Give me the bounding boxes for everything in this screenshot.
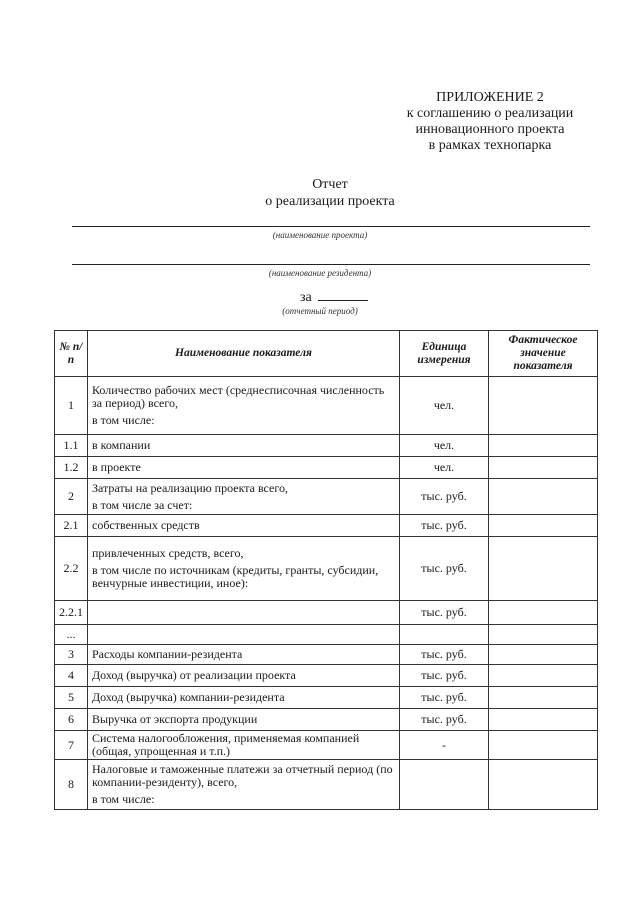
indicator-line: собственных средств: [92, 518, 200, 532]
row-indicator: [88, 645, 400, 665]
row-unit: чел.: [400, 435, 489, 457]
row-unit: тыс. руб.: [400, 645, 489, 665]
row-number: 2.1: [55, 515, 88, 537]
row-unit: тыс. руб.: [400, 479, 489, 515]
row-indicator: [88, 760, 400, 810]
header-indicator: Наименование показателя: [88, 331, 400, 377]
title-line: о реализации проекта: [265, 194, 395, 209]
indicator-line: Затраты на реализацию проекта всего,: [92, 480, 288, 495]
row-unit: тыс. руб.: [400, 665, 489, 687]
indicator-line: в проекте: [92, 460, 141, 474]
row-indicator: [88, 377, 400, 435]
row-number: 8: [55, 760, 88, 810]
period-field: [300, 288, 368, 306]
row-number: 1.1: [55, 435, 88, 457]
row-number: ...: [55, 625, 88, 645]
indicator-line: в том числе:: [92, 413, 155, 427]
row-value-cell[interactable]: [489, 709, 598, 731]
indicator-line: в том числе:: [92, 792, 155, 806]
table-row: [55, 537, 598, 601]
table-row: [55, 515, 598, 537]
table-row: [55, 665, 598, 687]
table-row: [55, 377, 598, 435]
indicator-line: Расходы компании-резидента: [92, 647, 243, 661]
row-value-cell[interactable]: [489, 760, 598, 810]
row-unit: тыс. руб.: [400, 601, 489, 625]
row-indicator: [88, 709, 400, 731]
table-row: [55, 645, 598, 665]
row-indicator: [88, 625, 400, 645]
table-row: [55, 760, 598, 810]
indicator-line: привлеченных средств, всего,: [92, 546, 244, 560]
row-indicator: [88, 515, 400, 537]
report-title: [230, 176, 430, 210]
row-value-cell[interactable]: [489, 515, 598, 537]
row-unit: чел.: [400, 457, 489, 479]
row-indicator: [88, 665, 400, 687]
row-unit: -: [400, 731, 489, 760]
row-value-cell[interactable]: [489, 377, 598, 435]
annex-line: к соглашению о реализации: [406, 106, 574, 121]
resident-name-caption: (наименование резидента): [268, 268, 372, 278]
row-unit: [400, 625, 489, 645]
row-unit: тыс. руб.: [400, 537, 489, 601]
project-name-line: [72, 226, 590, 227]
row-indicator: [88, 537, 400, 601]
indicator-line: Налоговые и таможенные платежи за отчетный период (по компании-резиденту), всего,: [92, 762, 393, 789]
row-value-cell[interactable]: [489, 537, 598, 601]
row-number: 6: [55, 709, 88, 731]
resident-name-line: [72, 264, 590, 265]
row-value-cell[interactable]: [489, 601, 598, 625]
annex-header: [400, 90, 580, 154]
table-row: [55, 731, 598, 760]
row-indicator: [88, 731, 400, 760]
indicator-line: Доход (выручка) от реализации проекта: [92, 668, 296, 682]
header-num: № п/п: [55, 331, 88, 377]
row-indicator: [88, 479, 400, 515]
annex-title: ПРИЛОЖЕНИЕ 2: [436, 90, 544, 105]
row-indicator: [88, 457, 400, 479]
row-value-cell[interactable]: [489, 687, 598, 709]
header-unit: Единица измерения: [400, 331, 489, 377]
row-number: 2: [55, 479, 88, 515]
row-unit: [400, 760, 489, 810]
row-number: 4: [55, 665, 88, 687]
row-value-cell[interactable]: [489, 479, 598, 515]
row-number: 2.2: [55, 537, 88, 601]
table-row: [55, 435, 598, 457]
row-number: 2.2.1: [55, 601, 88, 625]
row-unit: чел.: [400, 377, 489, 435]
row-value-cell[interactable]: [489, 665, 598, 687]
row-number: 1: [55, 377, 88, 435]
indicator-line: Система налогообложения, применяемая компанией (общая, упрощенная и т.п.): [92, 731, 360, 758]
annex-line: инновационного проекта: [415, 122, 565, 137]
row-value-cell[interactable]: [489, 731, 598, 760]
row-number: 1.2: [55, 457, 88, 479]
row-number: 5: [55, 687, 88, 709]
row-number: 3: [55, 645, 88, 665]
row-value-cell[interactable]: [489, 625, 598, 645]
table-body: [55, 377, 598, 810]
table-row: [55, 687, 598, 709]
indicator-line: в том числе по источникам (кредиты, гранты, субсидии, венчурные инвестиции, иное):: [92, 563, 379, 590]
period-prefix: за: [300, 290, 312, 305]
title-line: Отчет: [312, 177, 348, 192]
table-row: [55, 457, 598, 479]
row-indicator: [88, 601, 400, 625]
period-caption: (отчетный период): [282, 306, 358, 316]
indicator-line: в том числе за счет:: [92, 497, 193, 512]
period-blank: [318, 288, 368, 301]
row-indicator: [88, 435, 400, 457]
header-value: Фактическое значение показателя: [489, 331, 598, 377]
row-number: 7: [55, 731, 88, 760]
row-unit: тыс. руб.: [400, 687, 489, 709]
annex-line: в рамках технопарка: [428, 138, 552, 153]
table-row: [55, 709, 598, 731]
table-header-row: [55, 331, 598, 377]
row-unit: тыс. руб.: [400, 709, 489, 731]
row-indicator: [88, 687, 400, 709]
row-unit: тыс. руб.: [400, 515, 489, 537]
table-row: [55, 601, 598, 625]
row-value-cell[interactable]: [489, 645, 598, 665]
row-value-cell[interactable]: [489, 457, 598, 479]
project-name-caption: (наименование проекта): [272, 230, 368, 240]
indicator-line: Выручка от экспорта продукции: [92, 712, 258, 726]
indicator-line: Количество рабочих мест (среднесписочная численность за период) всего,: [92, 383, 385, 410]
table-row: [55, 479, 598, 515]
row-value-cell[interactable]: [489, 435, 598, 457]
report-table: [54, 330, 598, 810]
indicator-line: в компании: [92, 438, 151, 452]
table-row: [55, 625, 598, 645]
indicator-line: Доход (выручка) компании-резидента: [92, 690, 285, 704]
